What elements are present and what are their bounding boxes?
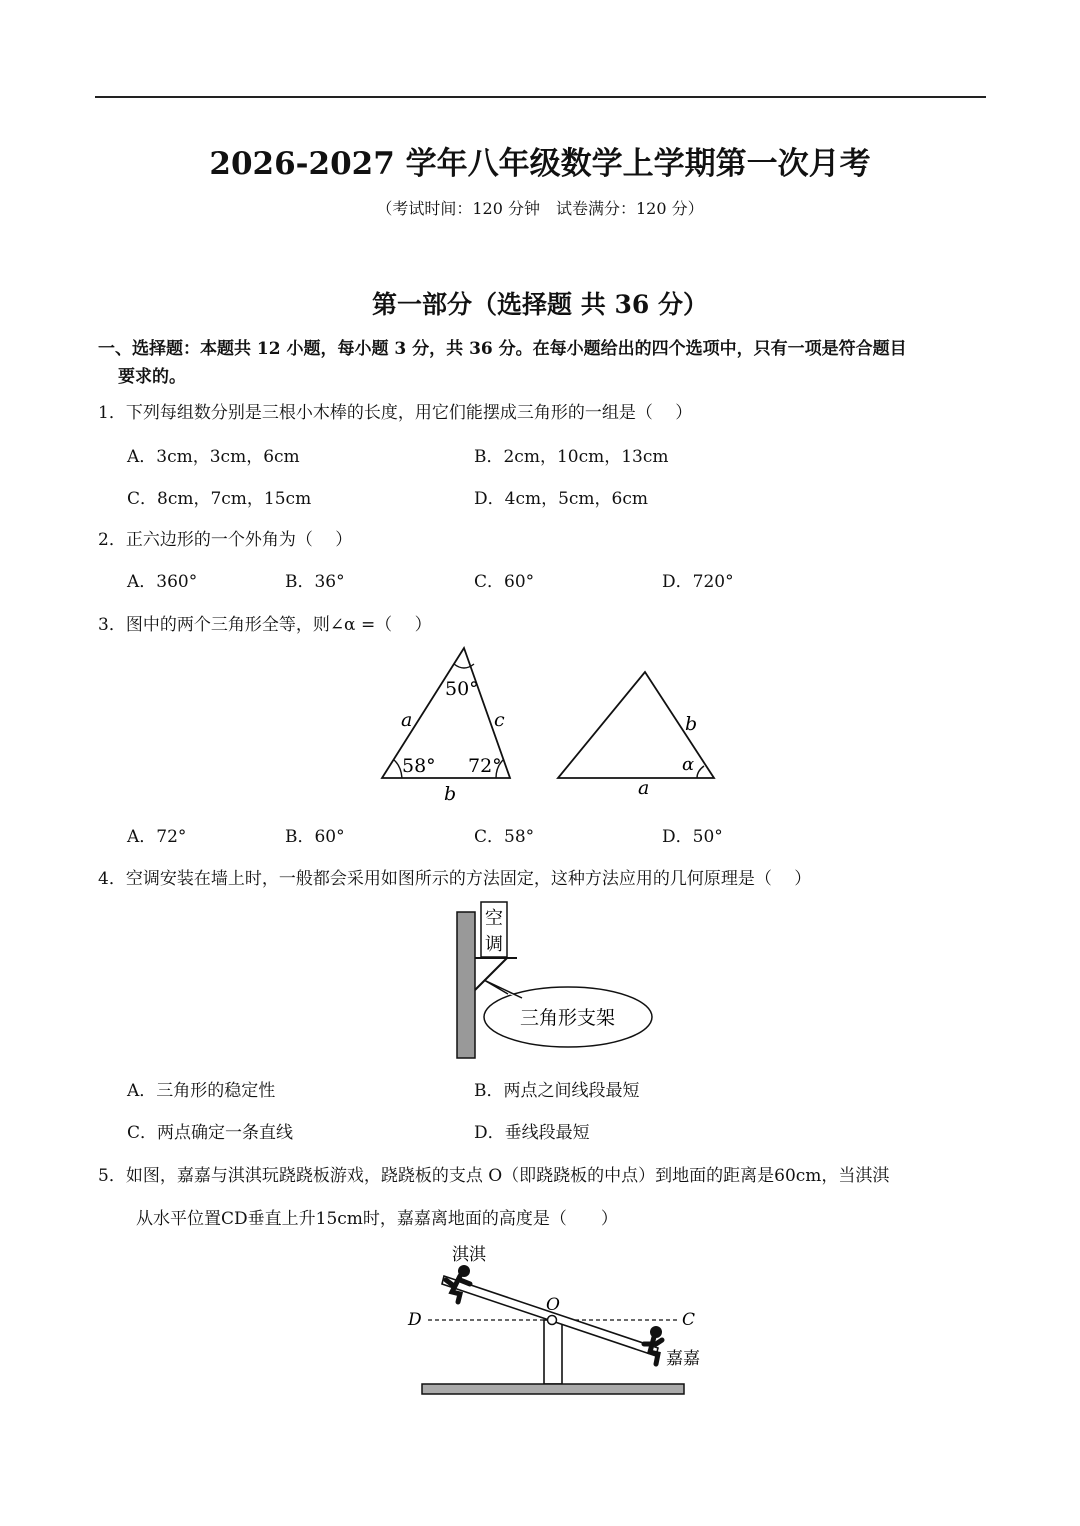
q4-option-c[interactable]: C．两点确定一条直线 [127, 1123, 294, 1143]
congruent-triangles-figure [370, 640, 730, 810]
speech-bubble-tail [484, 980, 522, 998]
label-angle-58: 58° [402, 755, 436, 777]
q3-option-b[interactable]: B．60° [285, 827, 345, 847]
question-1-stem: 1．下列每组数分别是三根小木棒的长度，用它们能摆成三角形的一组是（ ） [98, 403, 693, 423]
pivot-o [548, 1316, 557, 1325]
q1-option-b[interactable]: B．2cm，10cm，13cm [474, 447, 669, 467]
label-jiajia: 嘉嘉 [666, 1349, 700, 1369]
ground [422, 1384, 684, 1394]
q2-option-c[interactable]: C．60° [474, 572, 535, 592]
q1-option-c[interactable]: C．8cm，7cm，15cm [127, 489, 312, 509]
label-c: C [682, 1310, 696, 1330]
angle-arc-alpha [697, 766, 704, 778]
label-side-b: b [444, 783, 457, 805]
q2-option-a[interactable]: A．360° [127, 572, 198, 592]
wall [457, 912, 475, 1058]
question-5-stem-line-1: 5．如图，嘉嘉与淇淇玩跷跷板游戏，跷跷板的支点 O（即跷跷板的中点）到地面的距离是60cm，当淇淇 [98, 1166, 890, 1186]
jiajia-figure [644, 1326, 662, 1364]
exam-title: 2026-2027 学年八年级数学上学期第一次月考 [209, 146, 871, 182]
bracket-diagonal [475, 958, 507, 990]
question-4-stem: 4．空调安装在墙上时，一般都会采用如图所示的方法固定，这种方法应用的几何原理是（ ） [98, 869, 812, 889]
q4-option-d[interactable]: D．垂线段最短 [474, 1123, 590, 1143]
qiqi-figure [446, 1265, 470, 1302]
seesaw-figure [400, 1240, 700, 1400]
label-side-a-right: a [638, 777, 650, 799]
q3-option-c[interactable]: C．58° [474, 827, 535, 847]
label-d: D [408, 1310, 422, 1330]
label-o: O [546, 1295, 560, 1315]
q2-option-d[interactable]: D．720° [662, 572, 734, 592]
label-side-c: c [494, 709, 505, 731]
q4-option-a[interactable]: A．三角形的稳定性 [127, 1081, 276, 1101]
label-side-b-right: b [685, 713, 698, 735]
instruction-line-2: 要求的。 [118, 367, 186, 387]
ac-label-2: 调 [485, 934, 503, 955]
exam-subtitle: （考试时间：120 分钟 试卷满分：120 分） [376, 199, 704, 218]
seesaw-support [544, 1320, 562, 1384]
angle-arc-left [394, 760, 402, 778]
question-3-stem: 3．图中的两个三角形全等，则∠α =（ ） [98, 615, 432, 635]
label-angle-alpha: α [682, 754, 695, 775]
question-5-stem-line-2: 从水平位置CD垂直上升15cm时，嘉嘉离地面的高度是（ ） [136, 1209, 618, 1229]
q1-option-d[interactable]: D．4cm，5cm，6cm [474, 489, 649, 509]
instruction-line-1: 一、选择题：本题共 12 小题，每小题 3 分，共 36 分。在每小题给出的四个选项中，只有一项是符合题目 [98, 339, 907, 359]
label-angle-72: 72° [468, 755, 502, 777]
q4-option-b[interactable]: B．两点之间线段最短 [474, 1081, 640, 1101]
q1-option-a[interactable]: A．3cm，3cm，6cm [127, 447, 300, 467]
bubble-text: 三角形支架 [520, 1007, 616, 1029]
question-2-stem: 2．正六边形的一个外角为（ ） [98, 530, 353, 550]
air-conditioner-bracket-figure [450, 900, 660, 1065]
section-heading: 第一部分（选择题 共 36 分） [372, 290, 708, 319]
ac-label-1: 空 [485, 908, 503, 929]
q2-option-b[interactable]: B．36° [285, 572, 345, 592]
q3-option-d[interactable]: D．50° [662, 827, 723, 847]
q3-option-a[interactable]: A．72° [127, 827, 187, 847]
label-angle-50: 50° [445, 678, 479, 700]
label-side-a: a [401, 709, 413, 731]
header-rule [95, 96, 986, 98]
label-qiqi: 淇淇 [452, 1245, 486, 1265]
